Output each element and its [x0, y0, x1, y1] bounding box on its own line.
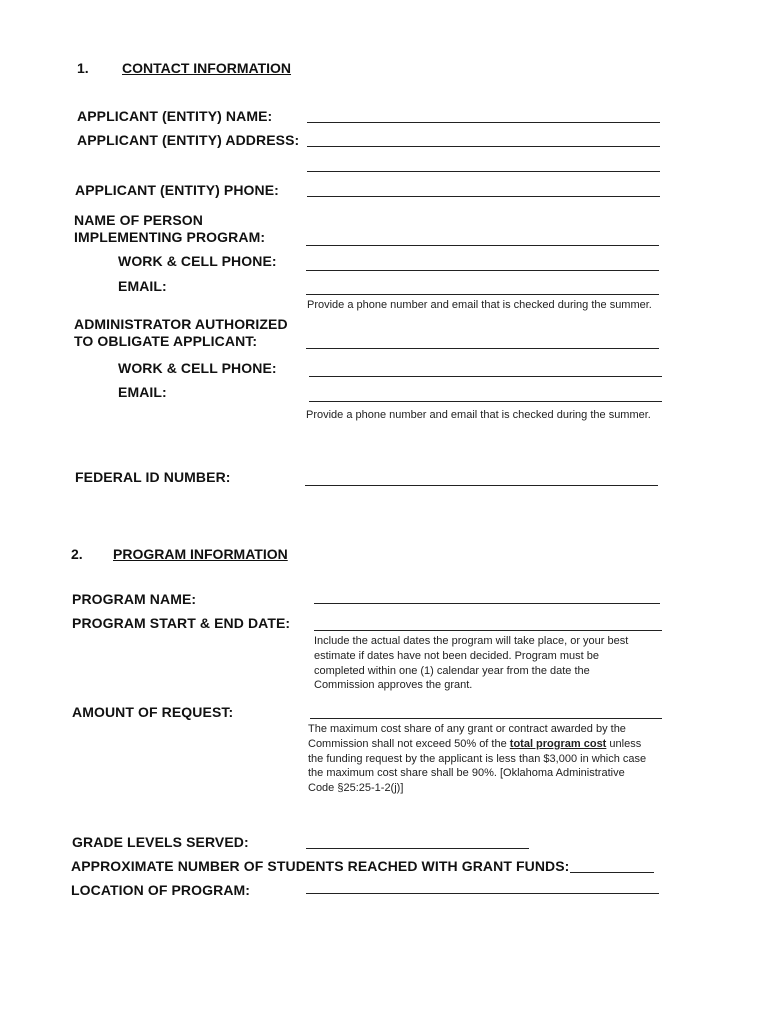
admin-name-field[interactable] — [306, 348, 659, 349]
applicant-address-field-2[interactable] — [307, 171, 660, 172]
total-program-cost-emphasis: total program cost — [509, 737, 607, 750]
section-2-number: 2. — [71, 546, 83, 562]
applicant-address-label: APPLICANT (ENTITY) ADDRESS: — [77, 132, 300, 148]
applicant-name-label: APPLICANT (ENTITY) NAME: — [77, 108, 273, 124]
admin-phone-label: WORK & CELL PHONE: — [118, 360, 277, 376]
section-2-title: PROGRAM INFORMATION — [113, 546, 288, 562]
amount-note-line-2-before: Commission shall not exceed 50% of the — [308, 737, 510, 750]
amount-note-line-1: The maximum cost share of any grant or contract awarded by the — [308, 723, 626, 735]
location-label: LOCATION OF PROGRAM: — [71, 882, 251, 898]
program-dates-field[interactable] — [314, 630, 662, 631]
admin-phone-field[interactable] — [309, 376, 662, 377]
amount-note-line-3: the funding request by the applicant is less than $3,000 in which case — [308, 752, 647, 765]
amount-note-line-4: the maximum cost share shall be 90%. [Oklahoma Administrative — [308, 767, 625, 780]
admin-label-line2: TO OBLIGATE APPLICANT: — [74, 333, 258, 349]
federal-id-label: FEDERAL ID NUMBER: — [75, 469, 231, 485]
students-field[interactable] — [570, 872, 654, 873]
person-email-label: EMAIL: — [118, 278, 167, 294]
person-label-line1: NAME OF PERSON — [74, 212, 203, 228]
admin-contact-note: Provide a phone number and email that is checked during the summer. — [306, 409, 651, 421]
section-1-title: CONTACT INFORMATION — [122, 60, 292, 76]
program-name-field[interactable] — [314, 603, 660, 604]
grade-levels-field[interactable] — [306, 848, 529, 849]
dates-note-line-4: Commission approves the grant. — [314, 679, 473, 692]
person-label-line2: IMPLEMENTING PROGRAM: — [74, 229, 266, 245]
person-contact-note: Provide a phone number and email that is checked during the summer. — [307, 299, 652, 311]
admin-label-line1: ADMINISTRATOR AUTHORIZED — [74, 316, 288, 332]
person-email-field[interactable] — [306, 294, 659, 295]
applicant-name-field[interactable] — [307, 122, 660, 123]
students-label: APPROXIMATE NUMBER OF STUDENTS REACHED WITH GRANT FUNDS: — [71, 858, 570, 874]
person-name-field[interactable] — [306, 245, 659, 246]
applicant-address-field-1[interactable] — [307, 146, 660, 147]
amount-label: AMOUNT OF REQUEST: — [72, 704, 234, 720]
amount-note — [308, 722, 668, 796]
amount-note-line-2 — [308, 737, 668, 752]
program-dates-label: PROGRAM START & END DATE: — [72, 615, 291, 631]
dates-note-line-1: Include the actual dates the program will take place, or your best — [314, 635, 629, 647]
amount-note-line-5: Code §25:25-1-2(j)] — [308, 782, 404, 795]
section-1-number: 1. — [77, 60, 89, 76]
grade-levels-label: GRADE LEVELS SERVED: — [72, 834, 249, 850]
dates-note-line-2: estimate if dates have not been decided. Program must be — [314, 649, 599, 662]
dates-note — [314, 634, 664, 693]
admin-email-label: EMAIL: — [118, 384, 167, 400]
admin-email-field[interactable] — [309, 401, 662, 402]
applicant-phone-label: APPLICANT (ENTITY) PHONE: — [75, 182, 279, 198]
person-phone-label: WORK & CELL PHONE: — [118, 253, 277, 269]
person-phone-field[interactable] — [306, 270, 659, 271]
applicant-phone-field[interactable] — [307, 196, 660, 197]
location-field[interactable] — [306, 893, 659, 894]
federal-id-field[interactable] — [305, 485, 658, 486]
dates-note-line-3: completed within one (1) calendar year from the date the — [314, 664, 590, 677]
amount-field[interactable] — [310, 718, 662, 719]
program-name-label: PROGRAM NAME: — [72, 591, 197, 607]
amount-note-line-2-after: unless — [606, 737, 642, 750]
